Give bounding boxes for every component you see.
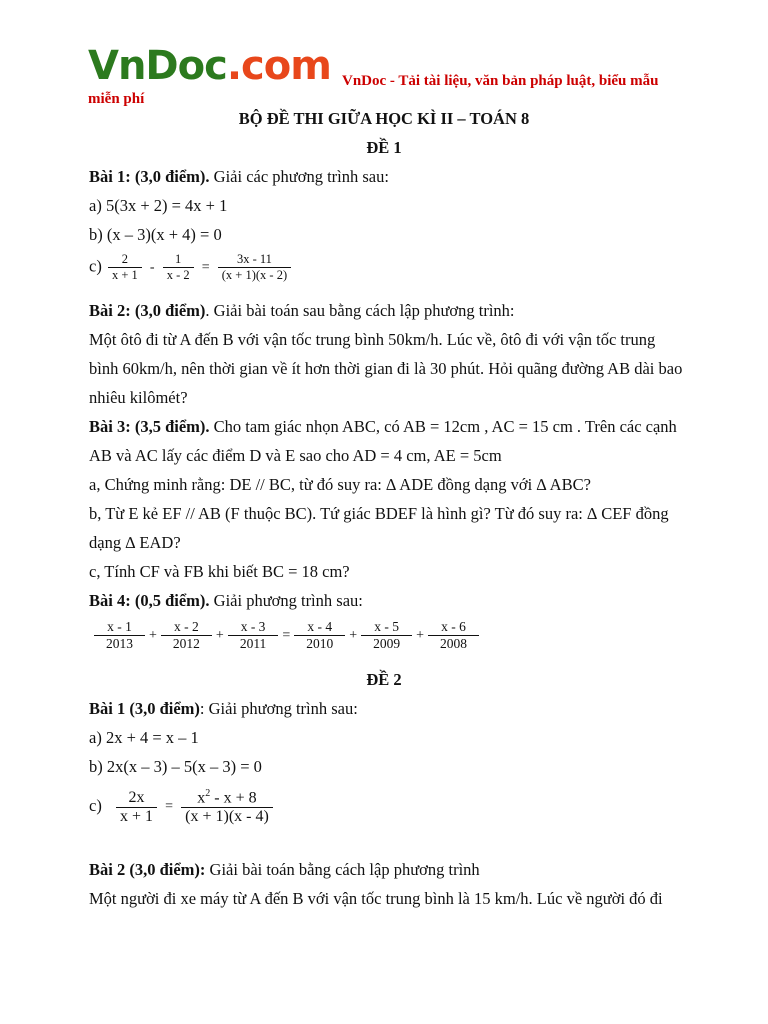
de2-bai1-a: a) 2x + 4 = x – 1 [89, 728, 199, 747]
numerator: 2 [121, 252, 128, 266]
de2-bai1-c [89, 788, 275, 826]
fraction [294, 619, 345, 652]
fraction [108, 252, 142, 283]
de2-heading: ĐỀ 2 [366, 670, 402, 689]
de1-bai1-c-label: c) [89, 256, 102, 276]
denominator: x - 2 [163, 267, 194, 283]
numerator: x - 5 [374, 619, 399, 634]
denominator: (x + 1)(x - 2) [218, 267, 291, 283]
de1-bai1-a: a) 5(3x + 2) = 4x + 1 [89, 196, 228, 215]
header-tagline-cont: miễn phí [88, 91, 145, 107]
de1-bai3-line1: Cho tam giác nhọn ABC, có AB = 12cm , AC = 15 cm . Trên các cạnh [209, 417, 677, 436]
numerator-rest: - x + 8 [210, 789, 257, 807]
de1-bai1-text: Giải các phương trình sau: [209, 167, 389, 186]
operator: = [165, 799, 174, 815]
numerator: 1 [175, 252, 182, 266]
de1-bai2-line2: bình 60km/h, nên thời gian về ít hơn thời gian đi là 30 phút. Hỏi quãng đường AB dài bao [89, 359, 683, 378]
denominator: 2008 [428, 635, 479, 652]
header-tagline: VnDoc - Tải tài liệu, văn bản pháp luật, biểu mẫu [342, 73, 659, 89]
operator: = [282, 627, 291, 643]
de1-heading: ĐỀ 1 [366, 138, 402, 157]
de1-bai1-label: Bài 1: (3,0 điểm). [89, 167, 210, 186]
numerator: x - 1 [107, 619, 132, 634]
operator: + [149, 627, 157, 643]
fraction [94, 619, 145, 652]
denominator: 2010 [294, 635, 345, 652]
de1-bai2-heading [89, 301, 515, 321]
numerator: x - 3 [240, 619, 266, 634]
operator: + [416, 627, 425, 643]
operator: = [201, 259, 210, 275]
de1-bai3-label: Bài 3: (3,5 điểm). [89, 417, 210, 436]
denominator: 2011 [228, 635, 279, 652]
denominator: x + 1 [108, 267, 142, 283]
fraction [163, 252, 194, 283]
de1-bai4-label: Bài 4: (0,5 điểm). [89, 591, 210, 610]
numerator: x - 2 [174, 619, 199, 634]
de1-bai3-a: a, Chứng minh rằng: DE // BC, từ đó suy ra: ∆ ADE đồng dạng với ∆ ABC? [89, 475, 591, 494]
de1-bai3-c: c, Tính CF và FB khi biết BC = 18 cm? [89, 562, 350, 581]
denominator: (x + 1)(x - 4) [181, 807, 273, 826]
numerator-x: x [197, 789, 206, 807]
de2-bai1-heading [89, 699, 358, 719]
de2-bai2-heading [89, 860, 480, 880]
denominator: x + 1 [116, 807, 157, 826]
numerator [193, 788, 260, 807]
fraction [228, 619, 279, 652]
exponent: 2 [205, 788, 211, 799]
de2-bai2-text: Giải bài toán bằng cách lập phương trình [205, 860, 480, 879]
operator: - [149, 259, 155, 275]
numerator: 3x - 11 [236, 252, 272, 266]
fraction [428, 619, 479, 652]
de1-bai3-b2: dạng ∆ EAD? [89, 533, 181, 552]
de1-bai1-c [89, 252, 293, 283]
fraction [361, 619, 412, 652]
de1-bai2-label: Bài 2: (3,0 điểm) [89, 301, 206, 320]
de2-bai2-line1: Một người đi xe máy từ A đến B với vận tốc trung bình là 15 km/h. Lúc về người đó đi [89, 889, 663, 908]
numerator: 2x [128, 788, 145, 806]
denominator: 2013 [94, 635, 145, 652]
de1-bai2-line1: Một ôtô đi từ A đến B với vận tốc trung bình 50km/h. Lúc về, ôtô đi với vận tốc trung [89, 330, 656, 349]
fraction [161, 619, 212, 652]
de2-bai1-b: b) 2x(x – 3) – 5(x – 3) = 0 [89, 757, 262, 776]
fraction [116, 789, 157, 826]
numerator: x - 6 [441, 619, 466, 634]
de1-bai1-heading [89, 167, 389, 187]
vndoc-logo[interactable] [88, 43, 331, 89]
fraction [181, 788, 273, 826]
de1-bai2-line3: nhiêu kilômét? [89, 388, 188, 407]
de1-bai3-line2: AB và AC lấy các điểm D và E sao cho AD = 4 cm, AE = 5cm [89, 446, 502, 465]
de1-bai3-heading [89, 417, 677, 437]
document-title: BỘ ĐỀ THI GIỮA HỌC KÌ II – TOÁN 8 [238, 109, 530, 128]
de2-bai1-c-label: c) [89, 795, 102, 815]
numerator: x - 4 [307, 619, 333, 634]
de1-bai4-heading [89, 591, 363, 611]
denominator: 2012 [161, 635, 212, 652]
fraction [218, 252, 291, 283]
de1-bai1-b: b) (x – 3)(x + 4) = 0 [89, 225, 222, 244]
operator: + [215, 627, 224, 643]
de1-bai2-text: . Giải bài toán sau bằng cách lập phương trình: [205, 301, 515, 320]
de1-bai4-equation [92, 619, 481, 652]
de2-bai1-label: Bài 1 (3,0 điểm) [89, 699, 200, 718]
logo-com: .com [226, 43, 331, 89]
logo-vn: VnDoc [88, 43, 227, 89]
de2-bai2-label: Bài 2 (3,0 điểm): [89, 860, 206, 879]
operator: + [349, 627, 358, 643]
denominator: 2009 [361, 635, 412, 652]
de1-bai4-text: Giải phương trình sau: [209, 591, 363, 610]
de1-bai3-b1: b, Từ E kẻ EF // AB (F thuộc BC). Tứ giác BDEF là hình gì? Từ đó suy ra: ∆ CEF đồng [89, 504, 669, 523]
de2-bai1-text: : Giải phương trình sau: [199, 699, 358, 718]
